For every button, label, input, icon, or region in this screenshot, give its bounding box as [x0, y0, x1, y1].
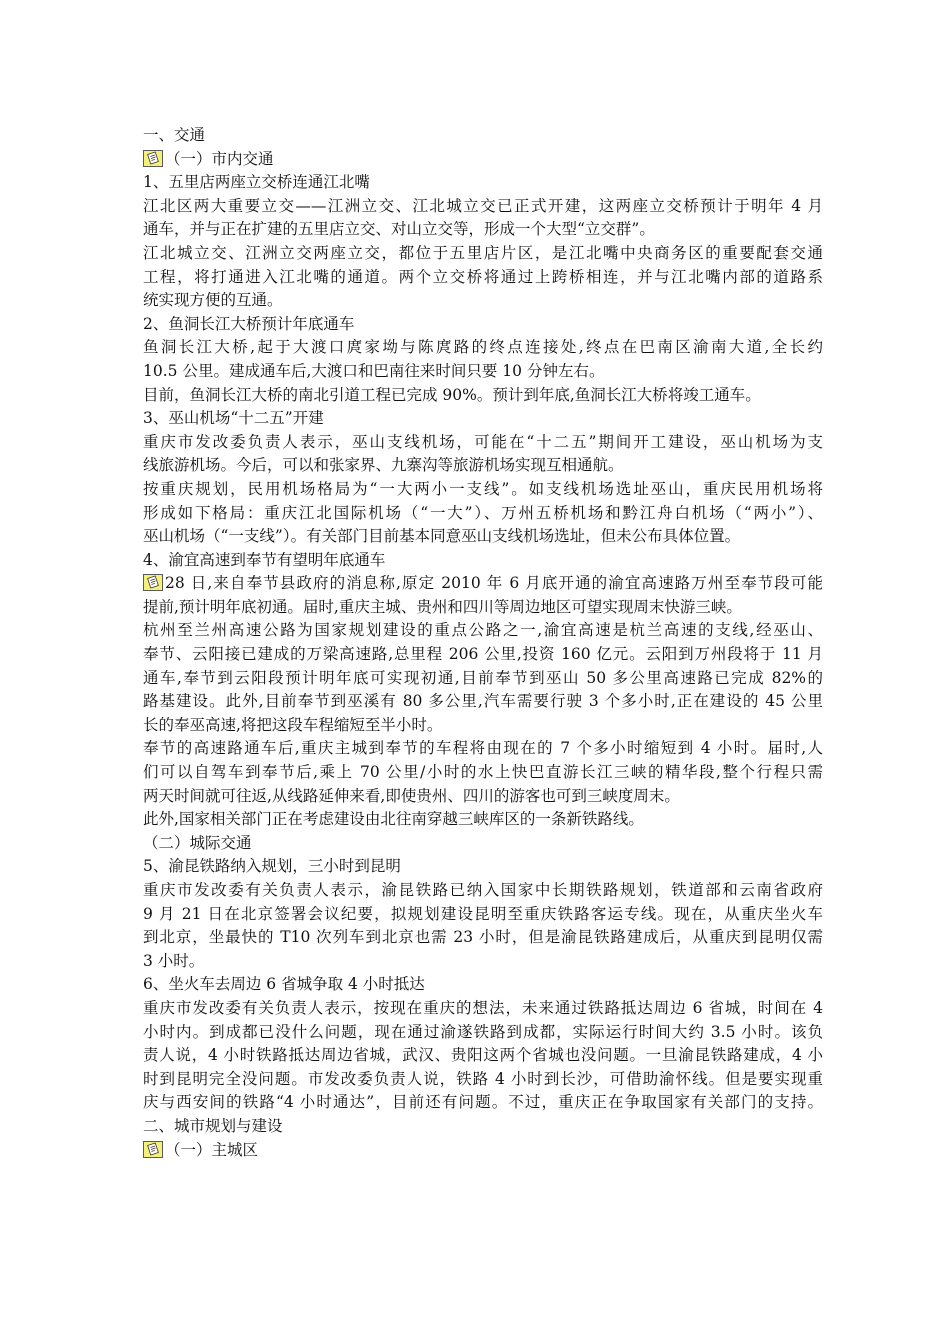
- doc-line-text: 小时内。到成都已没什么问题，现在通过渝遂铁路到成都，实际运行时间大约 3.5 小时。该负: [143, 1022, 823, 1041]
- doc-line-text: 长的奉巫高速,将把这段车程缩短至半小时。: [143, 715, 443, 734]
- doc-line-p6b: [143, 502, 823, 526]
- doc-line-s3: [143, 407, 823, 431]
- doc-line-p5a: [143, 431, 823, 455]
- doc-line-text: 杭州至兰州高速公路为国家规划建设的重点公路之一,渝宜高速是杭兰高速的支线,经巫山、: [143, 621, 823, 640]
- doc-line-text: 两天时间就可往返,从线路延伸来看,即使贵州、四川的游客也可到三峡度周末。: [143, 786, 680, 805]
- doc-line-text: 9 月 21 日在北京签署会议纪要，拟规划建设昆明至重庆铁路客运专线。现在，从重庆坐火车: [143, 904, 823, 923]
- document-body: [143, 124, 823, 1162]
- doc-line-text: 5、渝昆铁路纳入规划，三小时到昆明: [143, 857, 401, 876]
- doc-line-text: 一、交通: [143, 126, 206, 144]
- doc-line-text: 奉节、云阳接已建成的万梁高速路,总里程 206 公里,投资 160 亿元。云阳到万州段将于 11 月: [143, 645, 823, 664]
- doc-line-s1: [143, 171, 823, 195]
- doc-line-text: 重庆市发改委有关负责人表示，按现在重庆的想法，未来通过铁路抵达周边 6 省城，时间在 4: [143, 998, 823, 1017]
- doc-line-h2: [143, 1115, 823, 1139]
- doc-line-p7b: [143, 596, 823, 620]
- doc-line-p4a: [143, 384, 823, 408]
- doc-line-p6a: [143, 478, 823, 502]
- doc-line-p2c: [143, 289, 823, 313]
- doc-line-text: 庆与西安间的铁路“4 小时通达”，目前还有问题。不过，重庆正在争取国家有关部门的支持。: [143, 1093, 823, 1112]
- doc-line-text: 重庆市发改委有关负责人表示，渝昆铁路已纳入国家中长期铁路规划，铁道部和云南省政府: [143, 881, 823, 899]
- doc-line-text: 统实现方便的互通。: [143, 291, 283, 310]
- doc-line-text: （一）主城区: [165, 1140, 259, 1159]
- document-link-icon: [143, 574, 163, 591]
- doc-line-text: 28 日,来自奉节县政府的消息称,原定 2010 年 6 月底开通的渝宜高速路万州至奉节段可能: [165, 574, 823, 593]
- doc-line-text: （二）城际交通: [143, 833, 252, 852]
- doc-line-text: 奉节的高速路通车后,重庆主城到奉节的车程将由现在的 7 个多小时缩短到 4 小时。届时,人: [143, 739, 823, 758]
- doc-line-text: 线旅游机场。今后，可以和张家界、九寨沟等旅游机场实现互相通航。: [143, 456, 624, 475]
- doc-line-text: 通车，并与正在扩建的五里店立交、对山立交等，形成一个大型“立交群”。: [143, 220, 655, 239]
- doc-line-text: 此外,国家相关部门正在考虑建设由北往南穿越三峡库区的一条新铁路线。: [143, 810, 644, 829]
- doc-line-p8b: [143, 643, 823, 667]
- doc-line-p8d: [143, 690, 823, 714]
- doc-line-p8c: [143, 667, 823, 691]
- doc-line-p7a: [143, 572, 823, 596]
- doc-line-p10a: [143, 808, 823, 832]
- doc-line-text: 责人说，4 小时铁路抵达周边省城，武汉、贵阳这两个省城也没问题。一旦渝昆铁路建成，4 小: [143, 1046, 823, 1065]
- doc-line-p3b: [143, 360, 823, 384]
- doc-line-p5b: [143, 454, 823, 478]
- doc-line-p9b: [143, 761, 823, 785]
- doc-line-p9c: [143, 785, 823, 809]
- doc-line-text: 工程，将打通进入江北嘴的通道。两个立交桥将通过上跨桥相连，并与江北嘴内部的道路系: [143, 267, 823, 286]
- doc-line-p12d: [143, 1068, 823, 1092]
- doc-line-text: 们可以自驾车到奉节后,乘上 70 公里/小时的水上快巴直游长江三峡的精华段,整个行程只需: [143, 763, 823, 782]
- doc-line-text: 3、巫山机场“十二五”开建: [143, 409, 324, 428]
- doc-line-s5: [143, 855, 823, 879]
- document-link-icon: [143, 1141, 163, 1158]
- doc-line-s2: [143, 313, 823, 337]
- doc-line-p11b: [143, 903, 823, 927]
- doc-line-text: 路基建设。此外,目前奉节到巫溪有 80 多公里,汽车需要行驶 3 个多小时,正在建设的 45 公里: [143, 692, 823, 711]
- doc-line-text: 江北城立交、江洲立交两座立交，都位于五里店片区，是江北嘴中央商务区的重要配套交通: [143, 243, 823, 262]
- doc-line-text: 1、五里店两座立交桥连通江北嘴: [143, 173, 370, 192]
- doc-line-h1b: [143, 832, 823, 856]
- doc-line-h1: [143, 124, 823, 148]
- doc-line-p1b: [143, 218, 823, 242]
- doc-line-text: （一）市内交通: [165, 149, 274, 168]
- document-link-icon: [143, 150, 163, 167]
- doc-line-p12a: [143, 997, 823, 1021]
- doc-line-p11c: [143, 926, 823, 950]
- doc-line-p12b: [143, 1021, 823, 1045]
- doc-line-text: 10.5 公里。建成通车后,大渡口和巴南往来时间只要 10 分钟左右。: [143, 361, 605, 380]
- doc-line-h1a: [143, 148, 823, 172]
- doc-line-p11d: [143, 950, 823, 974]
- doc-line-text: 时到昆明完全没问题。市发改委负责人说，铁路 4 小时到长沙，可借助渝怀线。但是要实现重: [143, 1069, 823, 1088]
- doc-line-text: 4、渝宜高速到奉节有望明年底通车: [143, 550, 386, 569]
- doc-line-p11a: [143, 879, 823, 903]
- doc-line-text: 提前,预计明年底初通。届时,重庆主城、贵州和四川等周边地区可望实现周末快游三峡。: [143, 597, 742, 616]
- doc-line-p12c: [143, 1044, 823, 1068]
- doc-line-p1a: [143, 195, 823, 219]
- doc-line-text: 6、坐火车去周边 6 省城争取 4 小时抵达: [143, 975, 425, 994]
- doc-line-text: 到北京，坐最快的 T10 次列车到北京也需 23 小时，但是渝昆铁路建成后，从重庆到昆明仅需: [143, 928, 823, 947]
- doc-line-p3a: [143, 336, 823, 360]
- doc-line-h2a: [143, 1139, 823, 1163]
- doc-line-p2a: [143, 242, 823, 266]
- doc-line-text: 重庆市发改委负责人表示，巫山支线机场，可能在“十二五”期间开工建设，巫山机场为支: [143, 432, 823, 451]
- doc-line-text: 3 小时。: [143, 951, 205, 970]
- doc-line-s4: [143, 549, 823, 573]
- doc-line-text: 2、鱼洞长江大桥预计年底通车: [143, 314, 355, 333]
- doc-line-text: 按重庆规划，民用机场格局为“一大两小一支线”。如支线机场选址巫山，重庆民用机场将: [143, 479, 823, 498]
- doc-line-p8e: [143, 714, 823, 738]
- doc-line-text: 巫山机场（“一支线”）。有关部门目前基本同意巫山支线机场选址，但未公布具体位置。: [143, 527, 741, 546]
- doc-line-text: 形成如下格局：重庆江北国际机场（“一大”）、万州五桥机场和黔江舟白机场（“两小”）、: [143, 503, 823, 522]
- doc-line-p2b: [143, 266, 823, 290]
- doc-line-p6c: [143, 525, 823, 549]
- doc-line-text: 江北区两大重要立交——江洲立交、江北城立交已正式开建，这两座立交桥预计于明年 4 月: [143, 196, 823, 215]
- doc-line-p12e: [143, 1091, 823, 1115]
- doc-line-p9a: [143, 737, 823, 761]
- doc-line-text: 二、城市规划与建设: [143, 1116, 283, 1135]
- doc-line-text: 目前，鱼洞长江大桥的南北引道工程已完成 90%。预计到年底,鱼洞长江大桥将竣工通车。: [143, 385, 761, 404]
- doc-line-p8a: [143, 619, 823, 643]
- doc-line-text: 通车,奉节到云阳段预计明年底可实现初通,目前奉节到巫山 50 多公里高速路已完成 82%的: [143, 668, 823, 687]
- doc-line-text: 鱼洞长江大桥,起于大渡口庹家坳与陈庹路的终点连接处,终点在巴南区渝南大道,全长约: [143, 338, 823, 357]
- doc-line-s6: [143, 973, 823, 997]
